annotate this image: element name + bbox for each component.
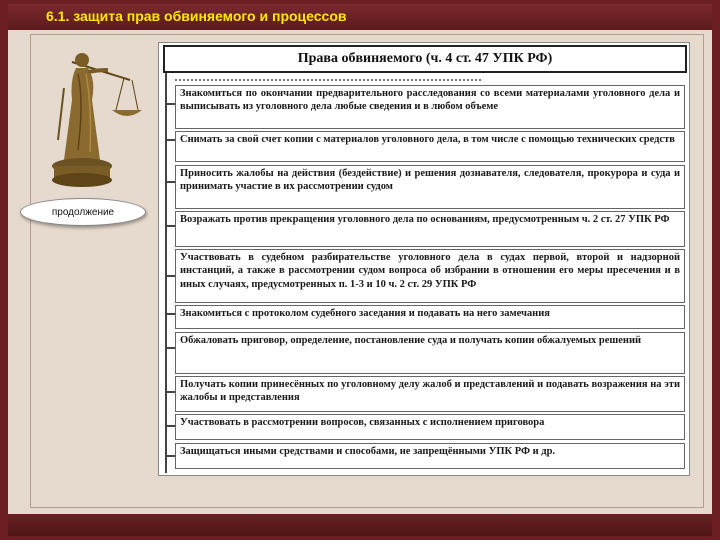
right-item: Знакомиться с протоколом судебного заседания и подавать на него замечания	[175, 305, 685, 329]
connector-tick	[165, 139, 175, 141]
connector-tick	[165, 425, 175, 427]
right-item: Приносить жалобы на действия (бездействие) и решения дознавателя, следователя, прокурора и суда и принимать участие в их рассмотрении судом	[175, 165, 685, 209]
right-item: Обжаловать приговор, определение, постановление суда и получать копии обжалуемых решений	[175, 332, 685, 374]
continue-button[interactable]: продолжение	[20, 198, 146, 226]
footer-bar	[8, 514, 712, 536]
divider	[175, 79, 481, 82]
right-item: Знакомиться по окончании предварительного расследования со всеми материалами уголовного дела и выписывать из уголовного дела любые сведения и в любом объеме	[175, 85, 685, 129]
panel-title: Права обвиняемого (ч. 4 ст. 47 УПК РФ)	[163, 45, 687, 73]
themis-statue-icon	[38, 40, 148, 190]
connector-tick	[165, 225, 175, 227]
slide-title: 6.1. защита прав обвиняемого и процессов	[46, 8, 347, 24]
connector-tick	[165, 455, 175, 457]
connector-tick	[165, 391, 175, 393]
connector-tick	[165, 313, 175, 315]
title-bar	[8, 4, 712, 30]
right-item: Получать копии принесённых по уголовному делу жалоб и представлений и подавать возражения на эти жалобы и представления	[175, 376, 685, 412]
right-item: Снимать за свой счет копии с материалов уголовного дела, в том числе с помощью технических средств	[175, 131, 685, 162]
connector-tick	[165, 347, 175, 349]
connector-tick	[165, 103, 175, 105]
right-item: Защищаться иными средствами и способами, не запрещёнными УПК РФ и др.	[175, 443, 685, 469]
connector-line	[165, 73, 167, 473]
slide-frame	[8, 4, 712, 536]
right-item: Возражать против прекращения уголовного дела по основаниям, предусмотренным ч. 2 ст. 27 УПК РФ	[175, 211, 685, 247]
right-item: Участвовать в судебном разбирательстве уголовного дела в судах первой, второй и надзорной инстанций, а также в рассмотрении судом вопроса об избрании в отношении его меры пресечения и в иных случаях, предусмотренных п. 1-3 и 10 ч. 2 ст. 29 УПК РФ	[175, 249, 685, 303]
rights-panel	[158, 42, 690, 476]
connector-tick	[165, 181, 175, 183]
connector-tick	[165, 275, 175, 277]
right-item: Участвовать в рассмотрении вопросов, связанных с исполнением приговора	[175, 414, 685, 440]
